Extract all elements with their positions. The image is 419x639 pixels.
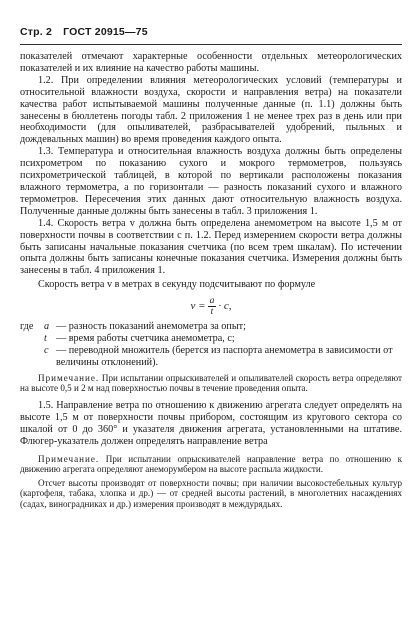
page-header — [20, 26, 402, 40]
definition-symbol: t — [44, 333, 47, 345]
definition-text: — разность показаний анемометра за опыт; — [56, 321, 246, 333]
formula-numerator: a — [209, 295, 215, 306]
where-label: где — [20, 321, 34, 333]
note-text: При испытании опрыскивателей и опыливателей скорость ветра определяют на высоте 0,5 и 2 м над поверхностью почвы в течение проведения опыта. — [20, 372, 402, 394]
header-rule — [20, 44, 402, 45]
formula-fraction — [208, 296, 217, 317]
formula-lhs: v = — [190, 300, 206, 313]
standard-code: ГОСТ 20915—75 — [63, 26, 148, 38]
note-label: Примечание. — [38, 372, 100, 383]
note-label: Примечание. — [38, 453, 100, 464]
definition-symbol: c — [44, 344, 49, 356]
paragraph-1-4: 1.4. Скорость ветра v должна быть определена анемометром на высоте 1,5 м от поверхности почвы в соответствии с п. 1.2. Перед измерением скорости ветра должны быть записаны начальные показания счетчика (по всем трем шкалам). По истечении опыта должны быть записаны конечные показания счетчика. Измерения должны быть занесены в табл. 4 приложения 1. — [20, 217, 402, 277]
page-number: Стр. 2 — [20, 26, 53, 38]
definition-text: — время работы счетчика анемометра, с; — [56, 333, 235, 345]
formula-intro: Скорость ветра v в метрах в секунду подсчитывают по формуле — [38, 279, 316, 291]
definition-row — [20, 321, 402, 333]
note-wind-height — [20, 373, 402, 394]
formula-rhs: · c, — [218, 300, 232, 313]
note-wind-direction — [20, 454, 402, 475]
paragraph-1-2: 1.2. При определении влияния метеорологических условий (температуры и относительной влажности воздуха, скорости и направления ветра) на показатели качества работ испытываемой машины полученные данные (п. 1.1) должны быть занесены в бюллетень погоды табл. 2 приложения 1 не менее трех раз в день или при необходимости (для опыливателей, разбрасывателей удобрений, пыльных и дождевальных машин) во время проведения каждого опыта. — [20, 74, 402, 146]
definition-symbol: a — [44, 321, 50, 333]
paragraph-1-3: 1.3. Температура и относительная влажность воздуха должны быть определены психрометром по показанию сухого и мокрого термометров, пользуясь психрометрической таблицей, в которой по вертикали расположены показания влажного термометра, а по горизонтали — разность показаний сухого и влажного термометров. Пересечения этих данных дают относительную влажность воздуха. Полученные данные должны быть занесены в табл. 3 приложения 1. — [20, 146, 402, 217]
definition-row — [20, 333, 402, 345]
note-text: При испытании опрыскивателей направление ветра по отношению к движению агрегата определяют анеморумбером на высоте распыла жидкости. — [20, 453, 402, 475]
note-height-reference: Отсчет высоты производят от поверхности почвы; при наличии высокостебельных культур (картофеля, табака, хлопка и др.) — от средней высоты растений, в многолетних насаждениях (садах, виноградниках и др.) измерения производят в междурядьях. — [20, 477, 402, 509]
definition-row — [20, 345, 402, 369]
definition-text: — переводной множитель (берется из паспорта анемометра в зависимости от величины отклонений). — [56, 344, 393, 368]
wind-speed-formula — [20, 291, 402, 321]
formula-definitions — [20, 321, 402, 369]
intro-paragraph: показателей отмечают характерные особенности отдельных метеорологических показателей и их влияние на качество работы машины. — [20, 51, 402, 74]
formula-denominator: t — [210, 306, 214, 317]
paragraph-1-5: 1.5. Направление ветра по отношению к движению агрегата следует определять на высоте 1,5 м от поверхности почвы прибором, состоящим из кругового сектора со шкалой от 0 до 360° и указателя движения агрегата, установленными на штативе. Флюгер-указатель должен определять направление ветра — [20, 399, 402, 447]
